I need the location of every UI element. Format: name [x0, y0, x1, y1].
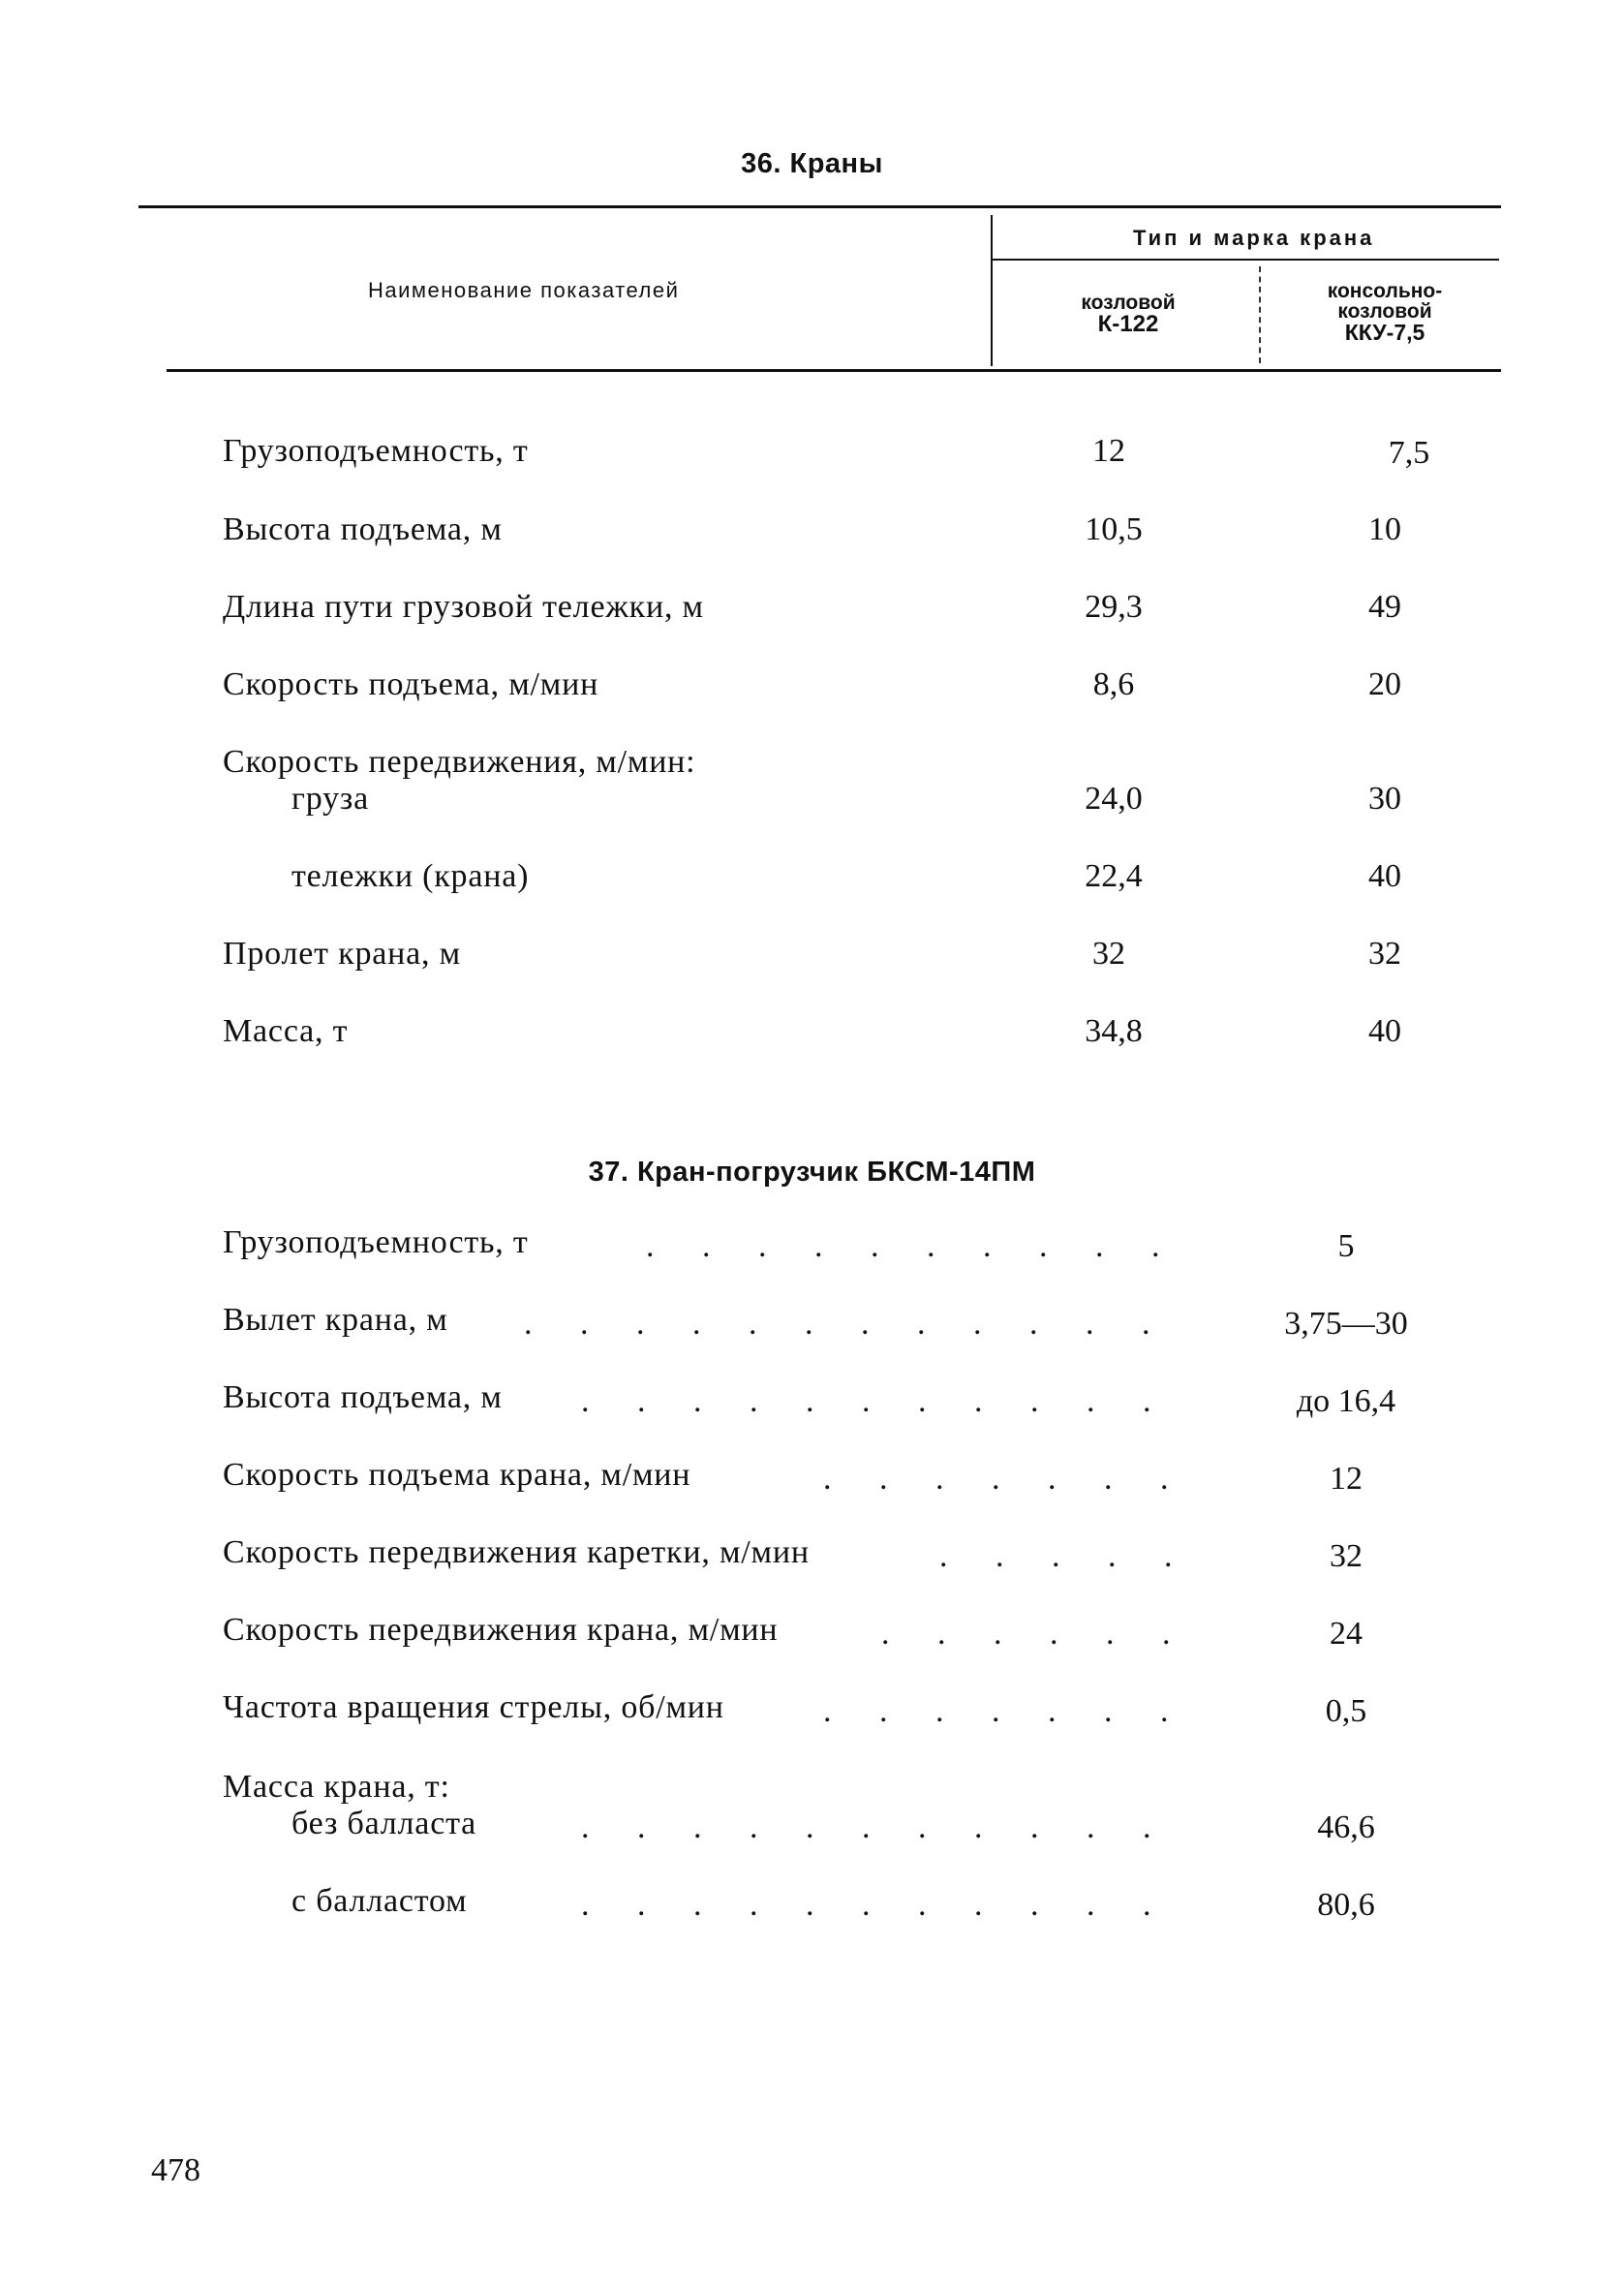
- value: 80,6: [1317, 1887, 1375, 1923]
- row-label: Частота вращения стрелы, об/мин: [223, 1689, 724, 1725]
- row-label: Скорость передвижения крана, м/мин: [223, 1612, 779, 1648]
- row-label: Скорость передвижения каретки, м/мин: [223, 1534, 810, 1570]
- header-col1-type: козловой: [1081, 292, 1176, 314]
- value: 3,75—30: [1284, 1306, 1408, 1342]
- page-number: 478: [151, 2152, 200, 2188]
- header-group-label: Тип и марка крана: [1133, 226, 1375, 250]
- row-label: груза: [291, 781, 370, 817]
- value-kku75: 20: [1368, 666, 1401, 702]
- row-label: Высота подъема, м: [223, 511, 503, 547]
- value-kku75: 40: [1368, 1013, 1401, 1049]
- header-col2-type-2: козловой: [1337, 300, 1432, 323]
- value-kku75: 7,5: [1388, 435, 1430, 471]
- value-kku75: 32: [1368, 936, 1401, 972]
- header-bottom-rule: [167, 369, 1501, 372]
- row-label: Длина пути грузовой тележки, м: [223, 589, 704, 625]
- leader-dots: . . . . . .: [881, 1616, 1190, 1652]
- row-label: Скорость подъема, м/мин: [223, 666, 599, 702]
- row-label: Вылет крана, м: [223, 1302, 448, 1338]
- row-label: с балластом: [291, 1883, 468, 1919]
- value: 12: [1330, 1461, 1363, 1497]
- value-kku75: 49: [1368, 589, 1401, 625]
- value-k122: 10,5: [1085, 511, 1143, 547]
- leader-dots: . . . . . . . . . . .: [581, 1887, 1171, 1923]
- row-label: Скорость подъема крана, м/мин: [223, 1457, 691, 1493]
- header-col1-model: К-122: [1097, 311, 1159, 337]
- value-k122: 29,3: [1085, 589, 1143, 625]
- value: 24: [1330, 1616, 1363, 1652]
- row-label: Высота подъема, м: [223, 1379, 503, 1415]
- row-label: Масса, т: [223, 1013, 349, 1049]
- value-kku75: 10: [1368, 511, 1401, 547]
- leader-dots: . . . . . . . . . .: [646, 1228, 1180, 1264]
- value-kku75: 40: [1368, 858, 1401, 894]
- value-k122: 32: [1092, 936, 1125, 972]
- table-37-title: 37. Кран-погрузчик БКСМ-14ПМ: [588, 1157, 1036, 1188]
- row-label: Масса крана, т:: [223, 1769, 450, 1805]
- header-col2-model: ККУ-7,5: [1344, 320, 1425, 345]
- value: до 16,4: [1296, 1383, 1396, 1419]
- value-k122: 24,0: [1085, 781, 1143, 817]
- row-label: Грузоподъемность, т: [223, 1224, 529, 1260]
- header-vertical-divider: [991, 215, 993, 366]
- header-col2: [1278, 281, 1491, 344]
- header-group-rule: [992, 259, 1499, 261]
- table-top-rule: [138, 205, 1501, 208]
- header-name-column: Наименование показателей: [368, 278, 680, 302]
- header-col1: [1026, 293, 1230, 336]
- leader-dots: . . . . . . . . . . .: [581, 1383, 1171, 1419]
- row-label: Пролет крана, м: [223, 936, 461, 972]
- value-kku75: 30: [1368, 781, 1401, 817]
- value-k122: 12: [1092, 433, 1125, 469]
- row-label: Грузоподъемность, т: [223, 433, 529, 469]
- value-k122: 22,4: [1085, 858, 1143, 894]
- value-k122: 34,8: [1085, 1013, 1143, 1049]
- value-k122: 8,6: [1092, 666, 1135, 702]
- leader-dots: . . . . . . . . . . .: [581, 1809, 1171, 1845]
- value: 5: [1337, 1228, 1355, 1264]
- leader-dots: . . . . .: [939, 1538, 1192, 1574]
- header-col2-type-1: консольно-: [1327, 280, 1443, 302]
- table-36-title: 36. Краны: [741, 148, 883, 179]
- leader-dots: . . . . . . .: [823, 1693, 1188, 1729]
- header-column-divider: [1259, 266, 1261, 363]
- value: 0,5: [1325, 1693, 1367, 1729]
- row-label: тележки (крана): [291, 858, 530, 894]
- value: 32: [1330, 1538, 1363, 1574]
- value: 46,6: [1317, 1809, 1375, 1845]
- leader-dots: . . . . . . . . . . . .: [524, 1306, 1170, 1342]
- row-label: Скорость передвижения, м/мин:: [223, 744, 696, 780]
- row-label: без балласта: [291, 1806, 477, 1841]
- leader-dots: . . . . . . .: [823, 1461, 1188, 1497]
